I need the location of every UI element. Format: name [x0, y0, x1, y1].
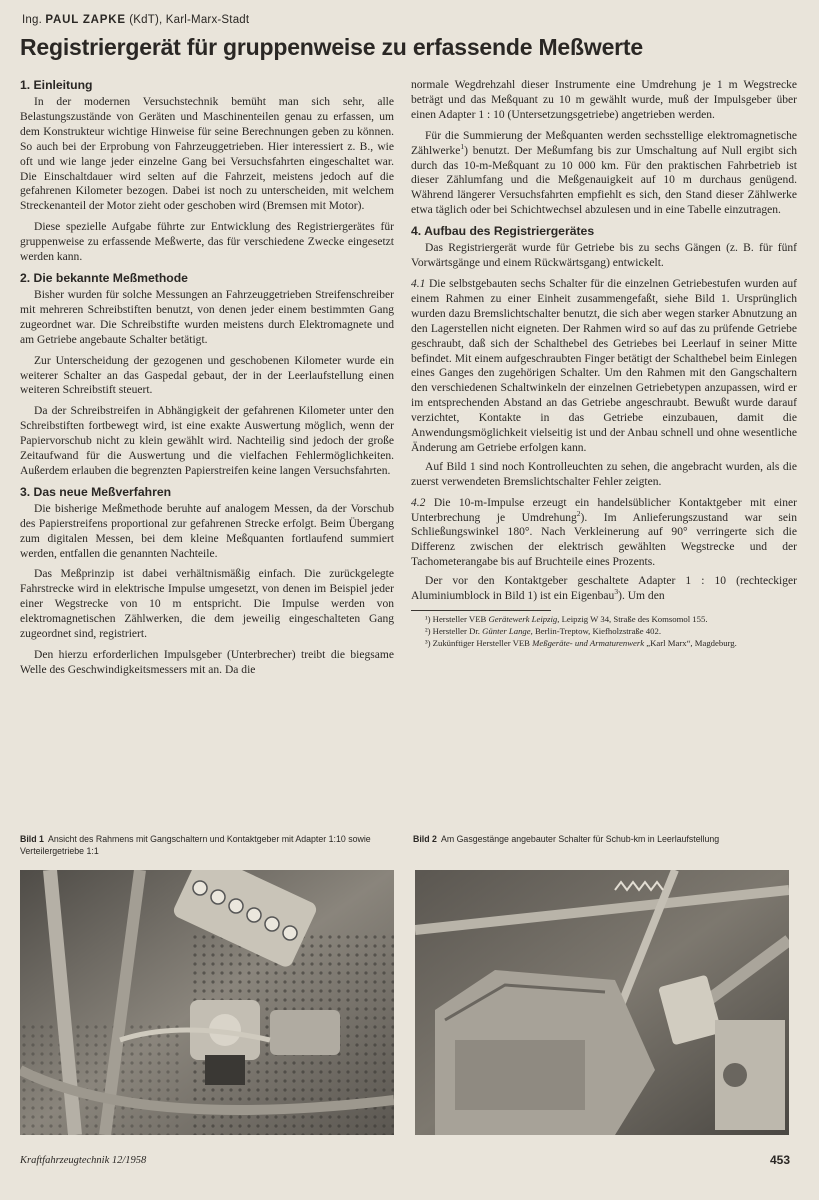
- right-column: [411, 78, 797, 650]
- paragraph-4-2: 4.2 Die 10-m-Impulse erzeugt ein handelsüblicher Kontaktgeber mit einer Unterbrechung je Umdrehung$^2$). Im Anlieferungszustand war sein Schließungswinkel 180°. Nach Verkleinerung auf 90° verringerte sich die Differenz zwischen der elektrisch gewählten Wegstrecke und der Tachometerangabe bis auf Bruchteile eines Prozents.: [411, 496, 797, 569]
- footnote: ¹) Hersteller VEB Gerätewerk Leipzig, Leipzig W 34, Straße des Komsomol 155.: [425, 614, 708, 624]
- paragraph: Die bisherige Meßmethode beruhte auf analogem Messen, da der Vorschub des Papierstreifens proportional zur gefahrenen Strecke erfolgt. Beim Übergang zum digitalen Messen, bei dem kleine Meßquanten fortlaufend summiert werden, entfallen die genannten Nachteile.: [20, 502, 394, 560]
- paragraph: Da der Schreibstreifen in Abhängigkeit der gefahrenen Kilometer unter den Schreibstiften fortbewegt wird, ist eine exakte Auswertung möglich, wenn der Papiervorschub nicht zu klein gewählt wird. Nachteilig sind jedoch der große Zeitaufwand für die Auswertung und die vielfachen Fehlermöglichkeiten. Außerdem erlauben die begrenzten Papierstreifen keine langen Versuchsfahrten.: [20, 405, 394, 477]
- figure-1-photo: [20, 870, 394, 1135]
- paragraph: Für die Summierung der Meßquanten werden sechsstellige elektromagnetische Zählwerke$^1$) benutzt. Der Meßumfang bis zur Umschaltung auf Null ergibt sich durch das 10-m-Meßquant zu 10 000 km. Für den praktischen Fahrbetrieb ist dieser Zählumfang und die Meßgenauigkeit auf 10 m durchaus genügend. Während längerer Versuchsfahrten empfiehlt es sich, den Stand dieser Zählwerke etwa täglich oder bei Schichtwechsel abzulesen und in eine Tabelle einzutragen.: [411, 129, 797, 217]
- paragraph: In der modernen Versuchstechnik bemüht man sich sehr, alle Belastungszustände von Geräten und Maschinenteilen genau zu erfassen, um dem Konstrukteur wichtige Hinweise für seine Berechnungen geben zu können. So auch bei der Erprobung von Fahrzeuggetrieben. Hier interessiert z. B., wie oft und wie lange jeder einzelne Gang bei Versuchsfahrten eingeschaltet war. Die Einschaltdauer wird selten auf die Fahrzeit, meistens jedoch auf die gefahrenen Kilometer bezogen. Dabei ist noch zu unterscheiden, mit welchem Streckenanteil der Motor zieht oder geschoben wird (Bremsen mit Motor).: [20, 96, 394, 213]
- paragraph: Das Registriergerät wurde für Getriebe bis zu sechs Gängen (z. B. für fünf Vorwärtsgänge und einem Rückwärtsgang) entwickelt.: [411, 242, 797, 270]
- footnote-rule: [411, 610, 551, 611]
- paragraph-4-1: 4.1 Die selbstgebauten sechs Schalter für die einzelnen Getriebestufen wurden auf einem Rahmen zu einer Einheit zusammengefaßt, siehe Bild 1. Ursprünglich wurden dazu Bremslichtschalter benutzt, die sich aber wegen starker Abnutzung an den Lagerstellen nicht eigneten. Der Rahmen wird so auf das zu prüfende Getriebe geschraubt, daß sich der Schalthebel des Getriebes bei Leerlauf in seiner Mitte befindet. Mit einem aufgeschraubten Finger betätigt der Schalthebel beim Einlegen eines Ganges den zugehörigen Schalter. Um den Rahmen mit den Gangschaltern den verschiedenen Schaltwinkeln der einzelnen Getriebetypen anzupassen, wird er im entsprechenden Abstand an das Getriebe angeschraubt. Bewußt wurde darauf verzichtet, Kontakte in das Getriebe einzubauen, damit die Anwendungsmöglichkeit vielseitig ist und der Anbau schnell und ohne wesentliche Änderung am Getriebe erfolgen kann.: [411, 277, 798, 454]
- paragraph: Zur Unterscheidung der gezogenen und geschobenen Kilometer wurde ein weiterer Schalter an das Gaspedal gebaut, der in der Leerlaufstellung einen weiteren Schreibstift steuert.: [20, 354, 394, 397]
- paragraph: Auf Bild 1 sind noch Kontrolleuchten zu sehen, die angebracht wurden, als die zuerst verwendeten Bremslichtschalter Fehler zeigten.: [411, 460, 797, 488]
- paragraph: Den hierzu erforderlichen Impulsgeber (Unterbrecher) treibt die biegsame Welle des Geschwindigkeitsmessers mit an. Da die: [20, 649, 394, 676]
- paragraph: normale Wegdrehzahl dieser Instrumente eine Umdrehung je 1 m Wegstrecke beträgt und das Meßquant zu 10 m gewählt wurde, muß der Impulsgeber über einen Adapter 1 : 10 (Untersetzungsgetriebe) angetrieben werden.: [411, 79, 797, 121]
- author-affiliation: (KdT), Karl-Marx-Stadt: [129, 14, 250, 26]
- author-name: PAUL ZAPKE: [45, 14, 126, 26]
- paragraph: Der vor den Kontaktgeber geschaltete Adapter 1 : 10 (rechteckiger Aluminiumblock in Bild 1) ist ein Eigenbau$^3$). Um den: [411, 575, 797, 603]
- page-number: 453: [770, 1153, 791, 1167]
- paragraph: Das Meßprinzip ist dabei verhältnismäßig einfach. Die zurückgelegte Fahrstrecke wird in elektrische Impulse umgesetzt, von denen im Beispiel jeder einer Wegstrecke von 10 m entspricht. Die Impulse werden von elektromagnetischen Zählwerken, die dem jeweilig eingeschalteten Gang zugeordnet sind, registriert.: [20, 568, 394, 641]
- footnote: ²) Hersteller Dr. Günter Lange, Berlin-Treptow, Kiefholzstraße 402.: [425, 626, 662, 636]
- section-heading-messmethode: 2. Die bekannte Meßmethode: [20, 270, 188, 285]
- figure-1-caption: Bild 1 Ansicht des Rahmens mit Gangschaltern und Kontaktgeber mit Adapter 1:10 sowie Verteilergetriebe 1:1: [20, 834, 371, 856]
- figure-2-photo: [415, 870, 789, 1135]
- author-prefix: Ing.: [22, 14, 42, 26]
- paragraph: Bisher wurden für solche Messungen an Fahrzeuggetrieben Streifenschreiber mit mehreren Schreibstiften benutzt, von denen jeder einem bestimmten Gang zugeordnet war. Die Schreibstifte wurden meistens durch Elektromagnete und am Getriebe angebaute Schalter betätigt.: [20, 288, 394, 346]
- left-column: [20, 78, 394, 684]
- section-heading-messverfahren: 3. Das neue Meßverfahren: [20, 484, 172, 499]
- author-line: [22, 14, 249, 26]
- article-title: Registriergerät für gruppenweise zu erfassende Meßwerte: [20, 34, 643, 60]
- section-heading-einleitung: 1. Einleitung: [20, 78, 93, 92]
- figure-2-caption: Bild 2 Am Gasgestänge angebauter Schalter für Schub-km in Leerlaufstellung: [413, 834, 720, 844]
- paragraph: Diese spezielle Aufgabe führte zur Entwicklung des Registriergerätes für gruppenweise zu erfassende Meßwerte, das für verschiedene Zwecke eingesetzt werden kann.: [20, 221, 394, 264]
- section-heading-aufbau: 4. Aufbau des Registriergerätes: [411, 224, 595, 239]
- journal-footer: Kraftfahrzeugtechnik 12/1958: [20, 1155, 147, 1166]
- footnote: ³) Zukünftiger Hersteller VEB Meßgeräte- und Armaturenwerk „Karl Marx“, Magdeburg.: [425, 638, 737, 648]
